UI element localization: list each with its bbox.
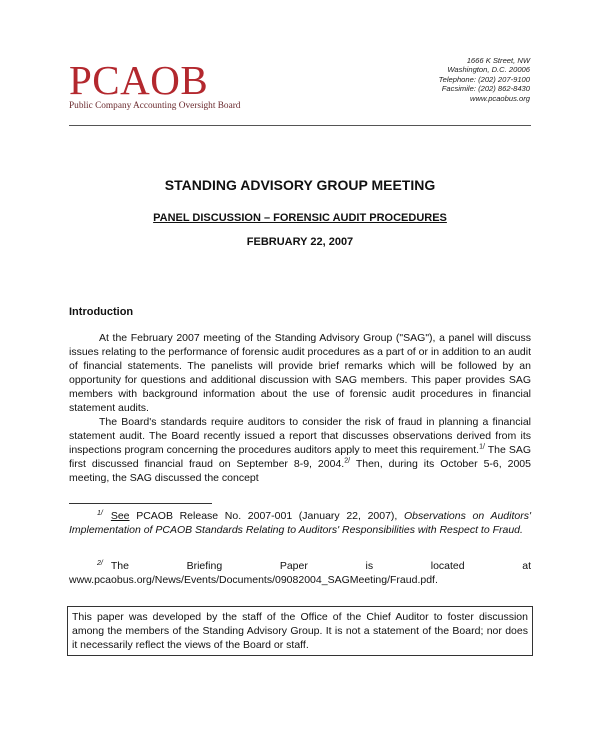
footnote-1-title: Observations on Auditors' Implementation of PCAOB Standards Relating to Auditors' Responsibilities with Respect to Fraud. bbox=[69, 510, 531, 536]
document-date: FEBRUARY 22, 2007 bbox=[246, 236, 354, 248]
address-street: 1666 K Street, NW bbox=[466, 56, 530, 65]
footnote-2-url[interactable]: www.pcaobus.org/News/Events/Documents/09082004_SAGMeeting/Fraud.pdf. bbox=[69, 574, 438, 586]
footnote-2-word: The bbox=[110, 560, 129, 572]
footnote-divider bbox=[69, 503, 212, 504]
intro-paragraph-1: At the February 2007 meeting of the Standing Advisory Group ("SAG"), a panel will discuss issues relating to the performance of forensic audit procedures as a part of or in addition to an audit of financial statements. The panelists will provide brief remarks which will be followed by an opportunity for questions and additional discussion with SAG members. This paper provides SAG members with background information about the use of forensic audit procedures in financial statement audits. bbox=[69, 332, 531, 414]
document-subtitle bbox=[0, 212, 600, 224]
footnote-2-line bbox=[69, 559, 531, 573]
footnote-2-mark: 2/ bbox=[97, 559, 103, 567]
footnote-1-mark: 1/ bbox=[97, 509, 103, 517]
letterhead-logo bbox=[69, 57, 241, 111]
footnote-2-word: Briefing bbox=[186, 560, 223, 572]
footnote-2 bbox=[69, 559, 531, 587]
para2-text-b: The SAG first discussed financial fraud on September 8-9, 2004. bbox=[69, 444, 532, 470]
intro-paragraph-2 bbox=[69, 415, 531, 485]
footnote-2-word: is bbox=[365, 560, 374, 572]
footnote-ref-1: 1/ bbox=[479, 443, 485, 451]
address-website: www.pcaobus.org bbox=[470, 93, 530, 103]
footnote-ref-2: 2/ bbox=[344, 457, 351, 465]
footnote-1-see: See bbox=[110, 510, 130, 522]
address-block bbox=[439, 56, 530, 103]
document-title: STANDING ADVISORY GROUP MEETING bbox=[164, 177, 436, 193]
address-facsimile: Facsimile: (202) 862-8430 bbox=[441, 84, 530, 94]
para2-text-c: Then, during its October 5-6, 2005 meeting, the SAG discussed the concept bbox=[69, 458, 531, 484]
org-name: Public Company Accounting Oversight Board bbox=[69, 101, 241, 111]
footnote-2-word: located bbox=[430, 560, 465, 572]
para2-text-a: The Board's standards require auditors to consider the risk of fraud in planning a financial statement audit. The Board recently issued a report that discusses observations derived from its inspections program concerning the procedures auditors apply to meet this requirement. bbox=[69, 416, 531, 456]
footnote-2-word: at bbox=[522, 560, 531, 572]
footnote-1-text: PCAOB Release No. 2007-001 (January 22, 2007), bbox=[129, 510, 404, 522]
address-telephone: Telephone: (202) 207-9100 bbox=[438, 74, 530, 84]
footnote-2-lead bbox=[69, 559, 129, 573]
footnote-1 bbox=[69, 509, 531, 537]
section-heading: Introduction bbox=[69, 306, 134, 318]
pcaob-logo: PCAOB bbox=[69, 57, 209, 103]
disclaimer-box: This paper was developed by the staff of the Office of the Chief Auditor to foster discussion among the members of the Standing Advisory Group. It is not a statement of the Board; nor does it necessarily reflect the views of the Board or staff. bbox=[67, 606, 533, 656]
subtitle-text: PANEL DISCUSSION – FORENSIC AUDIT PROCEDURES bbox=[153, 212, 447, 224]
address-city: Washington, D.C. 20006 bbox=[447, 65, 530, 75]
header-divider bbox=[69, 125, 531, 126]
footnote-2-word: Paper bbox=[279, 560, 308, 572]
